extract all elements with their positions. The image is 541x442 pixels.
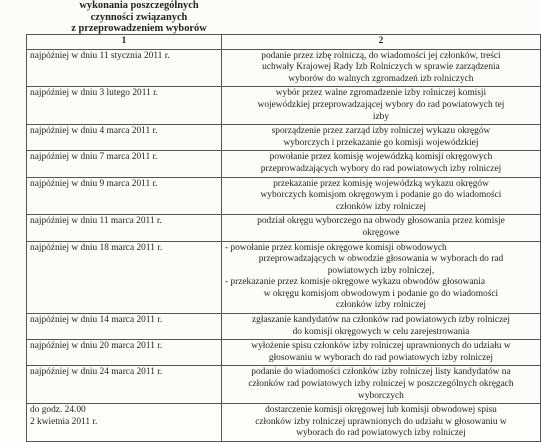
action-cell (221, 49, 540, 87)
action-text-line: podział okręgu wyborczego na obwody głosowania przez komisje (257, 216, 505, 227)
action-cell (221, 340, 540, 366)
table-row (27, 87, 541, 125)
deadline-text: najpóźniej w dniu 11 stycznia 2011 r. (30, 50, 170, 61)
column-number: 2 (221, 35, 540, 50)
table-row (27, 314, 541, 340)
deadline-text: najpóźniej w dniu 20 marca 2011 r. (30, 341, 163, 352)
action-text-line: - powołanie przez komisje okręgowe komisji obwodowych (224, 242, 447, 253)
deadline-text: najpóźniej w dniu 18 marca 2011 r. (30, 242, 163, 253)
action-text-line: przeprowadzających w obwodzie głosowania w wyborach do rad (258, 254, 504, 265)
action-text-line: - przekazanie przez komisje okręgowe wykazu obwodów głosowania (224, 277, 485, 288)
action-text-line: członków izby rolniczej uprawnionych do udziału w głosowaniu w (255, 416, 507, 427)
action-cell (221, 404, 540, 442)
action-text-line: okręgowe (362, 227, 400, 238)
deadline-cell (27, 404, 222, 442)
column-number-row (27, 35, 541, 50)
action-text-line: do komisji okręgowych w celu zarejestrowania (292, 326, 470, 337)
deadline-cell (27, 314, 222, 340)
table-row (27, 151, 541, 177)
action-text-line: przeprowadzających wybory do rad powiatowych izby rolniczej (260, 163, 502, 174)
deadline-text: najpóźniej w dniu 9 marca 2011 r. (30, 178, 158, 189)
deadline-text: 2 kwietnia 2011 r. (30, 416, 98, 427)
deadline-cell (27, 151, 222, 177)
table-row (27, 49, 541, 87)
action-text-line: wyborów do walnych zgromadzeń izb rolniczych (288, 73, 474, 84)
action-text-line: w okręgu komisjom obwodowym i podanie go do wiadomości (263, 288, 499, 299)
column-number: 1 (27, 35, 222, 50)
action-text-line: wyłożenie spisu członków izby rolniczej uprawnionych do udziału w (251, 341, 511, 352)
action-text-line: wojewódzkiej przeprowadzającej wybory do rad powiatowych tej (257, 99, 505, 110)
table-row (27, 215, 541, 241)
deadline-text: najpóźniej w dniu 11 marca 2011 r. (30, 216, 162, 227)
deadline-text: najpóźniej w dniu 7 marca 2011 r. (30, 152, 158, 163)
table-row (27, 125, 541, 151)
action-cell (221, 125, 540, 151)
action-cell (221, 314, 540, 340)
table-row (27, 177, 541, 215)
table-body (27, 35, 541, 442)
action-text-line: wybór przez walne zgromadzenie izby rolniczej komisji (275, 88, 487, 99)
header-line: czynności związanych (90, 11, 188, 23)
action-text-line: zgłaszanie kandydatów na członków rad powiatowych izby rolniczej (251, 315, 510, 326)
table-row (27, 241, 541, 314)
action-text-line: podanie przez izbę rolniczą, do wiadomości jej członków, treści (261, 50, 501, 61)
action-text-line: głosowaniu w wyborach do rad powiatowych izby rolniczej (268, 352, 494, 363)
action-text-line: powołanie przez komisję wojewódzką komisji okręgowych (269, 152, 493, 163)
deadline-cell (27, 87, 222, 125)
action-cell (221, 241, 540, 314)
action-text-line: członków izby rolniczej (335, 201, 426, 212)
deadline-cell (27, 215, 222, 241)
table-row (27, 366, 541, 404)
action-cell (221, 87, 540, 125)
action-cell (221, 151, 540, 177)
deadline-text: najpóźniej w dniu 14 marca 2011 r. (30, 315, 163, 326)
deadline-text: do godz. 24.00 (30, 405, 86, 416)
deadline-cell (27, 49, 222, 87)
deadline-cell (27, 177, 222, 215)
action-text-line: podanie do wiadomości członków izby rolniczej listy kandydatów na (251, 367, 511, 378)
deadline-cell (27, 340, 222, 366)
table-row (27, 340, 541, 366)
deadline-cell (27, 125, 222, 151)
deadline-cell (27, 241, 222, 314)
action-text-line: izby (372, 111, 390, 122)
deadline-text: najpóźniej w dniu 3 lutego 2011 r. (30, 88, 159, 99)
action-text-line: członków rad powiatowych izby rolniczej w poszczególnych okręgach wyborczych (248, 379, 514, 401)
action-cell (221, 177, 540, 215)
action-text-line: członków izby rolniczej (335, 300, 426, 311)
action-text-line: powiatowych izby rolniczej, (327, 265, 435, 276)
deadline-cell (27, 366, 222, 404)
action-text-line: sporządzenie przez zarząd izby rolniczej wykazu okręgów (271, 126, 491, 137)
action-text-line: uchwały Krajowej Rady Izb Rolniczych w sprawie zarządzenia (262, 62, 500, 73)
action-text-line: przekazanie przez komisję wojewódzką wykazu okręgów (273, 178, 489, 189)
header-line: z przeprowadzeniem wyborów (71, 23, 207, 35)
action-text-line: dostarczenie komisji okręgowej lub komisji obwodowej spisu (265, 405, 497, 416)
election-schedule-table (26, 34, 541, 442)
header-line: wykonania poszczególnych (79, 0, 199, 11)
action-text-line: wyborczych komisjom okręgowym i podanie go do wiadomości (260, 190, 502, 201)
column-header (30, 0, 248, 35)
table-row (27, 404, 541, 442)
deadline-text: najpóźniej w dniu 4 marca 2011 r. (30, 126, 158, 137)
action-cell (221, 215, 540, 241)
action-cell (221, 366, 540, 404)
action-text-line: wyborczych i przekazanie go komisji wojewódzkiej (283, 137, 479, 148)
action-text-line: wyborach do rad powiatowych izby rolniczej (296, 428, 466, 439)
deadline-text: najpóźniej w dniu 24 marca 2011 r. (30, 367, 163, 378)
